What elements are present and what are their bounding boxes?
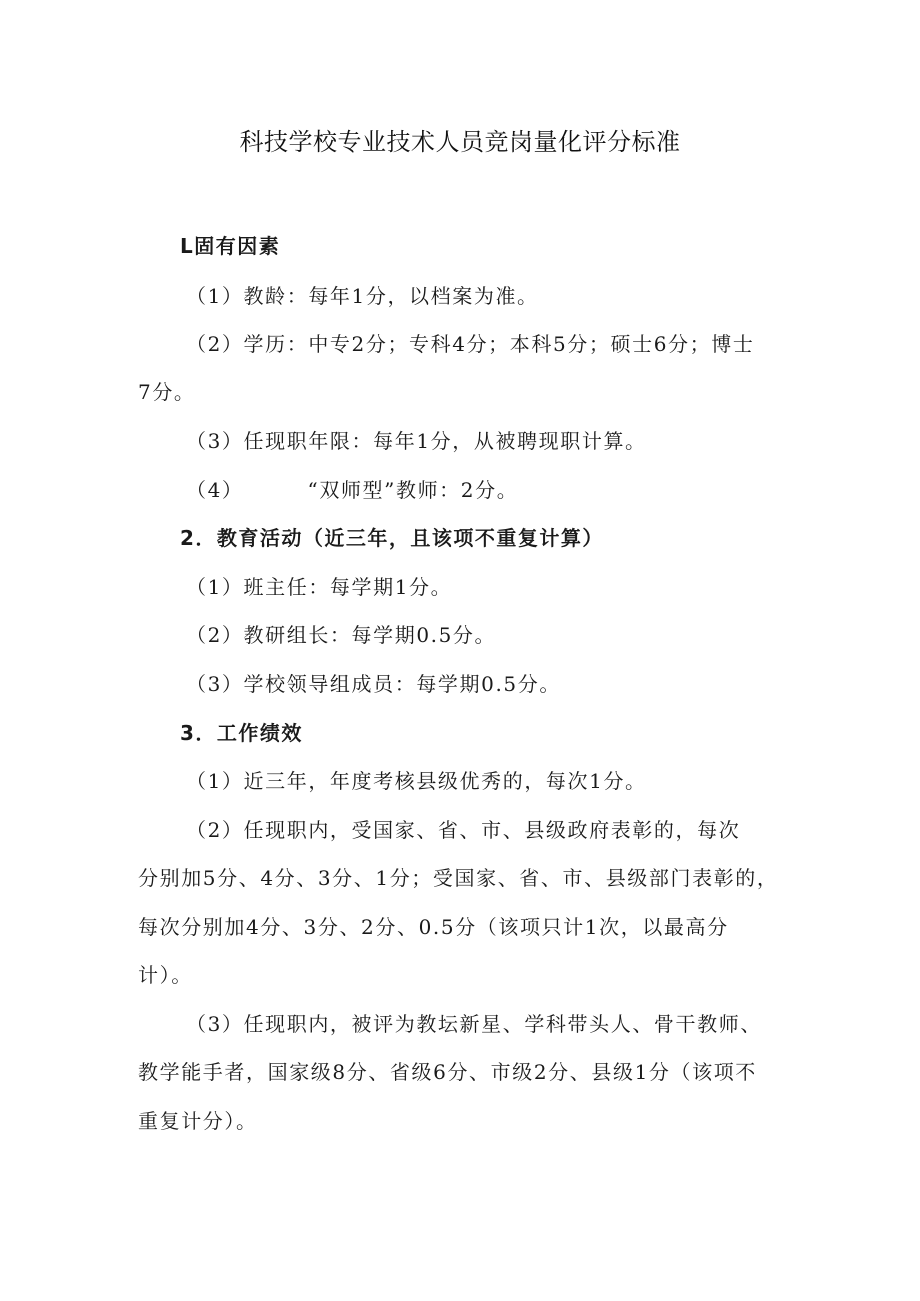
paragraph-honors-line1: （3）任现职内，被评为教坛新星、学科带头人、骨干教师、 xyxy=(186,1012,762,1036)
paragraph-school-leadership: （3）学校领导组成员：每学期0.5分。 xyxy=(186,672,561,696)
paragraph-dual-teacher xyxy=(186,475,518,505)
paragraph-position-years: （3）任现职年限：每年1分，从被聘现职计算。 xyxy=(186,429,647,453)
document-title: 科技学校专业技术人员竞岗量化评分标准 xyxy=(239,128,681,156)
item-number: （4） xyxy=(186,478,244,502)
paragraph-annual-assessment: （1）近三年，年度考核县级优秀的，每次1分。 xyxy=(186,769,647,793)
item-text: “双师型”教师：2分。 xyxy=(307,478,519,502)
paragraph-honors-line3: 重复计分）。 xyxy=(138,1109,258,1133)
paragraph-education-line2: 7分。 xyxy=(138,380,196,404)
section-heading-work-performance: 3．工作绩效 xyxy=(180,721,303,745)
paragraph-class-teacher: （1）班主任：每学期1分。 xyxy=(186,575,453,599)
paragraph-commendation-line3: 每次分别加4分、3分、2分、0.5分（该项只计1次，以最高分 xyxy=(138,915,729,939)
paragraph-commendation-line4: 计）。 xyxy=(138,963,193,987)
paragraph-research-group-leader: （2）教研组长：每学期0.5分。 xyxy=(186,623,497,647)
paragraph-commendation-line2: 分别加5分、4分、3分、1分；受国家、省、市、县级部门表彰的， xyxy=(138,866,779,890)
paragraph-commendation-line1: （2）任现职内，受国家、省、市、县级政府表彰的，每次 xyxy=(186,818,741,842)
section-heading-inherent-factors: L固有因素 xyxy=(180,234,281,258)
paragraph-honors-line2: 教学能手者，国家级8分、省级6分、市级2分、县级1分（该项不 xyxy=(138,1060,757,1084)
section-heading-education-activities: 2．教育活动（近三年，且该项不重复计算） xyxy=(180,526,604,550)
paragraph-education-line1: （2）学历：中专2分；专科4分；本科5分；硕士6分；博士 xyxy=(186,332,755,356)
paragraph-teaching-years: （1）教龄：每年1分，以档案为准。 xyxy=(186,284,539,308)
